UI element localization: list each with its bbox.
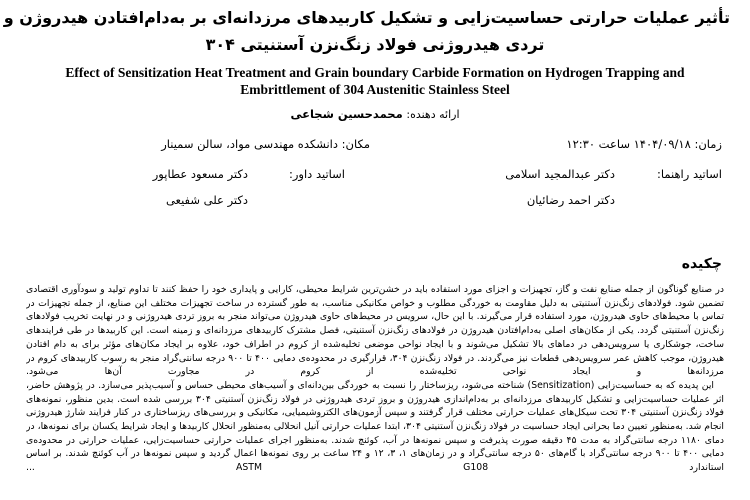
supervisor-name-1: دکتر عبدالمجید اسلامی <box>505 167 615 181</box>
supervisors-label: اساتید راهنما: <box>656 167 722 181</box>
abstract-paragraph: در صنایع گوناگون از جمله صنایع نفت و گاز، تجهیزات و اجزای مورد استفاده باید در خشن‌ترین شرایط محیطی، کارایی و پایداری خود را حفظ کنند تا تداوم تولید و سودآوری اقتصادی تضمین شود. فولادهای زنگ‌نزن آستنیتی به دلیل مقاومت به خوردگی مطلوب و خواص مکانیکی مناسب، به طور گسترده در ساخت تجهیزات مختلف این صنایع، از جمله تجهیزات در تماس با محیط‌های حاوی هیدروژن، مورد استفاده قرار می‌گیرند. با این حال، سرویس در محیط‌های حاوی هیدروژن می‌تواند منجر به بروز تردی هیدروژنی و در نهایت تخریب فولادهای زنگ‌نزن آستنیتی گردد. یکی از مکان‌های اصلی به‌دام‌افتادن هیدروژن در فولادهای زنگ‌نزن آستنیتی، فصل مشترک کاربیدهای مرزدانه‌ای و زمینه است. این کاربیدها در طی فرایندهای ساخت، جوشکاری یا سرویس‌دهی در دماهای بالا تشکیل می‌شوند و با ایجاد نواحی موضعی تخلیه‌شده از کروم در اطراف خود، علاوه بر ایجاد مکان‌های مؤثر برای به دام افتادن هیدروژن، موجب کاهش عمر سرویس‌دهی قطعات نیز می‌گردند. در فولاد زنگ‌نزن ۳۰۴، قرارگیری در محدوده‌ی دمایی ۴۰۰ تا ۹۰۰ درجه سانتی‌گراد منجر به رسوب کاربیدهای کروم در مرزدانه‌ها و ایجاد نواحی تخلیه‌شده از کروم در مجاورت آن‌ها می‌شود. <box>26 284 724 378</box>
english-title-line-1: Effect of Sensitization Heat Treatment and Grain boundary Carbide Formation on Hydrogen Trapping and <box>65 65 685 80</box>
presenter-line <box>0 106 750 123</box>
examiner-name-2: دکتر علی شفیعی <box>165 193 248 207</box>
examiners-label: اساتید داور: <box>289 167 345 181</box>
abstract-heading: چکیده <box>681 256 722 272</box>
examiner-name-1: دکتر مسعود عطاپور <box>152 167 248 181</box>
persian-title-line-2: تردی هیدروژنی فولاد زنگ‌نزن آستنیتی ۳۰۴ <box>205 35 545 54</box>
presenter-label: ارائه دهنده: <box>406 108 460 121</box>
place-label: مکان: <box>341 137 370 151</box>
persian-title-line-1: تأثیر عملیات حرارتی حساسیت‌زایی و تشکیل کاربیدهای مرزدانه‌ای بر به‌دام‌افتادن هیدروژن و <box>3 8 730 27</box>
abstract-paragraph: این پدیده که به حساسیت‌زایی (Sensitization) شناخته می‌شود، ریزساختار را نسبت به خوردگی بین‌دانه‌ای و آسیب‌های محیطی حساس و آسیب‌پذیر می‌سازد. در پژوهش حاضر، اثر عملیات حساسیت‌زایی و تشکیل کاربیدهای مرزدانه‌ای بر به‌دام‌اندازی هیدروژن و بروز تردی هیدروژنی در فولاد زنگ‌نزن آستنیتی ۳۰۴ بررسی شده است. بدین منظور، نمونه‌های فولاد زنگ‌نزن آستنیتی ۳۰۴ تحت سیکل‌های عملیات حرارتی مختلف قرار گرفتند و سپس آزمون‌های الکتروشیمیایی، مکانیکی و بررسی‌های ریزساختاری در کنار فرایند شارژ هیدروژنی انجام شد. به‌منظور تعیین دما بحرانی ایجاد حساسیت در فولاد زنگ‌نزن آستنیتی ۳۰۴، ابتدا عملیات حرارتی آنیل انحلالی به‌منظور انحلال کاربیدها و ایجاد شرایط یکسان برای نمونه‌ها، در دمای ۱۱۸۰ درجه سانتی‌گراد به مدت ۴۵ دقیقه صورت پذیرفت و سپس نمونه‌ها در آب، کوئنچ شدند. به‌منظور اجرای عملیات حرارتی حساسیت‌زایی، عملیات حرارتی در محدوده‌ی دمایی ۴۰۰ تا ۹۰۰ درجه سانتی‌گراد با گام‌های ۵۰ درجه سانتی‌گراد و در زمان‌های ۱، ۳، ۱۲ و ۲۴ ساعت بر روی نمونه‌ها اعمال گردید و سپس نمونه‌ها در آب کوئنچ شدند. بر اساس استاندارد ASTM G108 ... <box>26 379 724 474</box>
supervisor-name-2: دکتر احمد رضائیان <box>526 193 615 207</box>
time-info <box>566 136 722 152</box>
place-info <box>161 136 370 152</box>
time-value: ۱۴۰۴/۰۹/۱۸ ساعت ۱۲:۳۰ <box>566 137 691 151</box>
english-title-line-2: Embrittlement of 304 Austenitic Stainless Steel <box>240 82 510 97</box>
presenter-name: محمدحسین شجاعی <box>290 107 403 121</box>
place-value: دانشکده مهندسی مواد، سالن سمینار <box>161 137 338 151</box>
time-label: زمان: <box>694 137 722 151</box>
abstract-body <box>26 283 724 500</box>
